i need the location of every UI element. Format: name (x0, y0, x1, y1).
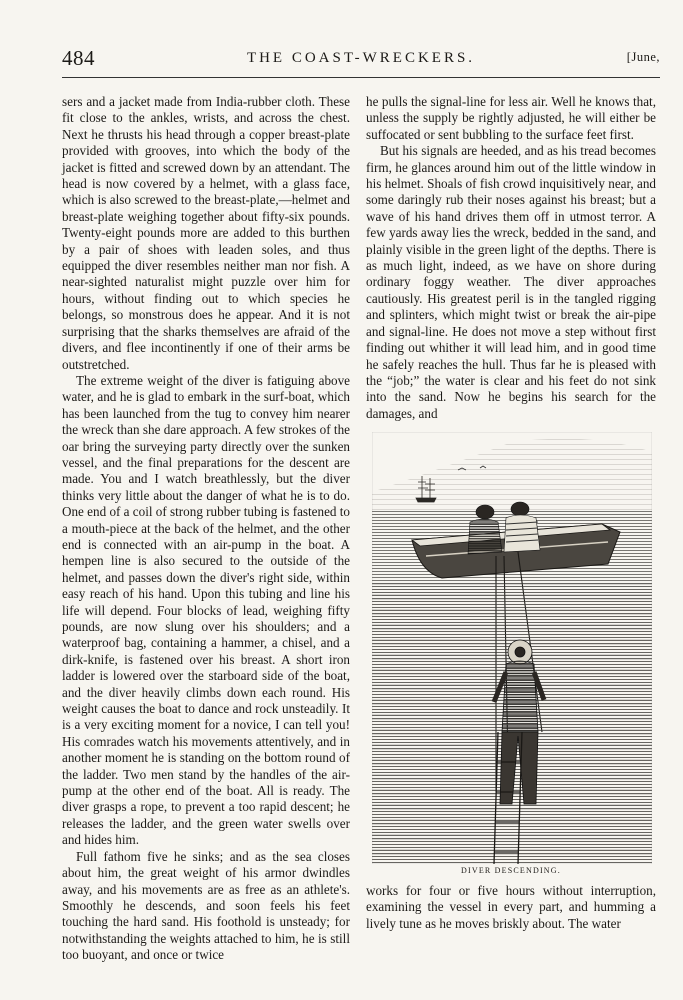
right-column-continued (366, 883, 656, 932)
paragraph: Full fathom five he sinks; and as the sea closes about him, the great weight of his armor dwindles away, and his movements are as free as an athlete's. Smoothly he descends, and soon feels his feet touching the hard sand. His foothold is unsteady; for notwithstanding the weights attached to him, he is still too buoyant, and once or twice (62, 848, 350, 963)
issue-month: [June, (626, 50, 660, 64)
engraving-image (372, 432, 652, 864)
figure-caption: DIVER DESCENDING. (461, 866, 561, 875)
paragraph: works for four or five hours without interruption, examining the vessel in every part, and humming a lively tune as he moves briskly about. The water (366, 883, 656, 931)
left-column (62, 94, 350, 964)
paragraph: he pulls the signal-line for less air. Well he knows that, unless the supply be rightly adjusted, he will either be suffocated or sent bubbling to the surface feet first. (366, 94, 656, 142)
paragraph: But his signals are heeded, and as his tread becomes firm, he glances around him out of the little window in his helmet. Shoals of fish crowd inquisitively near, and some daringly rub their noses against his breast; but a wave of his hand drives them off in utmost terror. A few yards away lies the wreck, bedded in the sand, and plainly visible in the green light of the depths. There is as much light, indeed, as we have on shore during ordinary foggy weather. The diver approaches cautiously. His greatest peril is in the tangled rigging and splinters, which might twist or break the air-pipe and signal-line. He does not move a step without first finding out whither it will lead him, and in good time he safely reaches the hull. Thus far he is pleased with the “job;” the water is clear and his feet do not sink into the sand. Now he begins his search for the damages, and (366, 143, 656, 421)
right-column (366, 94, 656, 422)
page-number: 484 (62, 46, 95, 70)
paragraph: sers and a jacket made from India-rubber cloth. These fit close to the ankles, wrists, and across the chest. Next he thrusts his head through a copper breast-plate provided with grooves, into which the body of the jacket is fitted and screwed down by an attendant. The head is now covered by a helmet, with a glass face, which is also screwed to the breast-plate,—helmet and breast-plate weighing together about fifty-six pounds. Twenty-eight pounds more are added to this burthen by a pair of shoes with leaden soles, and thus equipped the diver resembles neither man nor fish. A near-sighted naturalist might puzzle over him for hours, without finding out to which species he belongs, so monstrous does he appear. And it is not surprising that the sharks themselves are afraid of the divers, and flee incontinently if one of their arms be outstretched. (62, 94, 350, 372)
page-header (62, 44, 660, 70)
engraving-diver-descending (372, 432, 652, 864)
paragraph: The extreme weight of the diver is fatiguing above water, and he is glad to embark in the surf-boat, which has been launched from the tug to convey him nearer the wreck than she dare approach. A few strokes of the oar bring the surveying party directly over the sunken vessel, and the final preparations for the descent are made. You and I watch breathlessly, but the diver thinks very little about the danger of what he is to do. One end of a coil of strong rubber tubing is fastened to a mouth-piece at the back of the helmet, and the other end is connected with an air-pump in the boat. A hempen line is also secured to the outside of the helmet, and passes down the diver's right side, within easy reach of his hand. Upon this tubing and line his life will depend. Four blocks of lead, weighing fifty pounds, are now slung over his shoulders; and a waterproof bag, containing a hammer, a chisel, and a dirk-knife, is fastened over his breast. A short iron ladder is lowered over the starboard side of the boat, and the diver heavily climbs down each round. His weight causes the boat to dance and rock unsteadily. It is a very exciting moment for a novice, I can tell you! His comrades watch his movements attentively, and in another moment he is standing on the bottom round of the ladder. Two men stand by the handles of the air-pump at the other end of the boat. All is ready. The diver grasps a rope, to prevent a too rapid descent; he releases the ladder, and the green water swells over and hides him. (62, 372, 350, 848)
running-title: THE COAST-WRECKERS. (246, 50, 476, 66)
header-rule (62, 77, 660, 78)
